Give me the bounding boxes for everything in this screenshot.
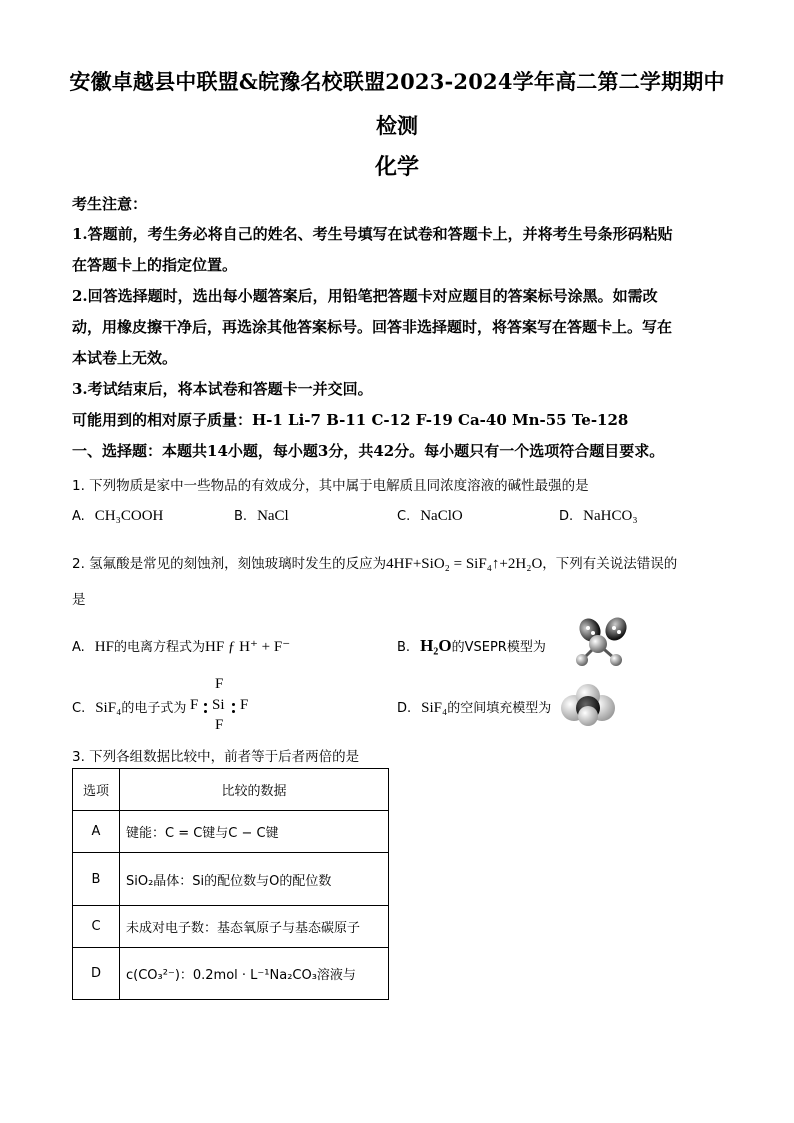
notice-item-1: 1.答题前，考生务必将自己的姓名、考生号填写在试卷和答题卡上，并将考生号条形码粘贴: [72, 225, 673, 243]
q1-option-c: [397, 508, 463, 525]
table-header-row: [73, 769, 389, 811]
comparison-table: [72, 768, 389, 1000]
hf-formula: HF: [94, 639, 114, 655]
water-formula: H₂O: [420, 636, 452, 655]
q2-stem-part1: 2. 氢氟酸是常见的刻蚀剂，刻蚀玻璃时发生的反应为: [72, 556, 387, 572]
q1-option-a: [72, 508, 163, 525]
ionization-equation: HF ƒ H⁺ + F⁻: [205, 639, 291, 655]
question-1-stem: 1. 下列物质是家中一些物品的有效成分，其中属于电解质且同浓度溶液的碱性最强的是: [72, 478, 589, 494]
notice-item-3: 3.考试结束后，将本试卷和答题卡一并交回。: [72, 380, 373, 398]
notice-item-2-cont: 动，用橡皮擦干净后，再选涂其他答案标号。回答非选择题时，将答案写在答题卡上。写在: [72, 318, 673, 336]
electron-dot: [204, 710, 207, 713]
notice-item-2: 2.回答选择题时，选出每小题答案后，用铅笔把答题卡对应题目的答案标号涂黑。如需改: [72, 287, 658, 305]
table-row: [73, 811, 389, 853]
option-text: 的电子式为: [121, 701, 187, 716]
table-cell: D: [73, 948, 120, 1000]
electron-dot: [204, 703, 207, 706]
exam-title: 安徽卓越县中联盟&皖豫名校联盟2023-2024学年高二第二学期期中: [69, 69, 725, 94]
silicon-center: Si: [212, 697, 225, 713]
option-label: B.: [234, 509, 248, 524]
q1-option-d: [559, 508, 638, 525]
option-label: D.: [397, 701, 412, 716]
fluorine-top: F: [215, 676, 224, 692]
q2-option-c: [72, 697, 186, 717]
option-text: 的空间填充模型为: [447, 701, 552, 716]
option-label: C.: [397, 509, 411, 524]
question-3-stem: 3. 下列各组数据比较中，前者等于后者两倍的是: [72, 749, 360, 765]
option-text: NaClO: [420, 508, 463, 524]
table-cell: C: [73, 906, 120, 948]
q2-option-b: [397, 636, 546, 656]
question-2-stem-cont: 是: [72, 592, 86, 608]
table-cell: c(CO₃²⁻)：0.2mol · L⁻¹Na₂CO₃溶液与: [120, 948, 389, 1000]
space-filling-model-icon: [560, 684, 616, 726]
option-text: NaCl: [257, 508, 289, 524]
table-cell: B: [73, 853, 120, 906]
option-text: 的电离方程式为: [113, 640, 205, 655]
notice-heading: 考生注意：: [72, 195, 148, 213]
option-text: CH₃COOH: [94, 508, 164, 524]
question-2-stem: [72, 552, 677, 573]
option-label: D.: [559, 509, 574, 524]
option-label: B.: [397, 640, 411, 655]
electron-dot: [232, 703, 235, 706]
table-cell: 键能：C = C键与C − C键: [120, 811, 389, 853]
option-text: NaHCO₃: [583, 508, 638, 524]
electron-dot: [232, 710, 235, 713]
notice-item-1-cont: 在答题卡上的指定位置。: [72, 256, 238, 274]
subject-title: 化学: [374, 154, 419, 180]
q1-option-b: [234, 508, 289, 525]
table-cell: 未成对电子数：基态氧原子与基态碳原子: [120, 906, 389, 948]
option-label: C.: [72, 701, 86, 716]
option-text: 的VSEPR模型为: [451, 640, 546, 655]
q2-option-d: [397, 697, 551, 717]
vsepr-model-icon: [570, 616, 636, 670]
fluorine-bottom: F: [215, 717, 224, 733]
exam-title-continued: 检测: [376, 113, 418, 138]
q2-stem-part2: ，下列有关说法错误的: [542, 556, 678, 572]
sif4-formula: SiF₄: [421, 700, 448, 716]
table-header-cell: 比较的数据: [120, 769, 389, 811]
table-row: [73, 906, 389, 948]
notice-item-2-cont2: 本试卷上无效。: [72, 349, 178, 367]
section-heading: 一、选择题：本题共14小题，每小题3分，共42分。每小题只有一个选项符合题目要求。: [72, 442, 665, 460]
fluorine-right: F: [240, 697, 249, 713]
table-header-cell: 选项: [73, 769, 120, 811]
electron-dot-formula: [190, 676, 260, 734]
atomic-masses: 可能用到的相对原子质量：H-1 Li-7 B-11 C-12 F-19 Ca-40 Mn-55 Te-128: [72, 411, 629, 429]
table-row: [73, 853, 389, 906]
option-label: A.: [72, 509, 85, 524]
option-label: A.: [72, 640, 85, 655]
sif4-formula: SiF₄: [95, 700, 122, 716]
q2-equation: 4HF+SiO₂ = SiF₄↑+2H₂O: [386, 556, 543, 572]
table-cell: SiO₂晶体：Si的配位数与O的配位数: [120, 853, 389, 906]
fluorine-left: F: [190, 697, 199, 713]
table-cell: A: [73, 811, 120, 853]
table-row: [73, 948, 389, 1000]
q2-option-a: [72, 636, 290, 656]
